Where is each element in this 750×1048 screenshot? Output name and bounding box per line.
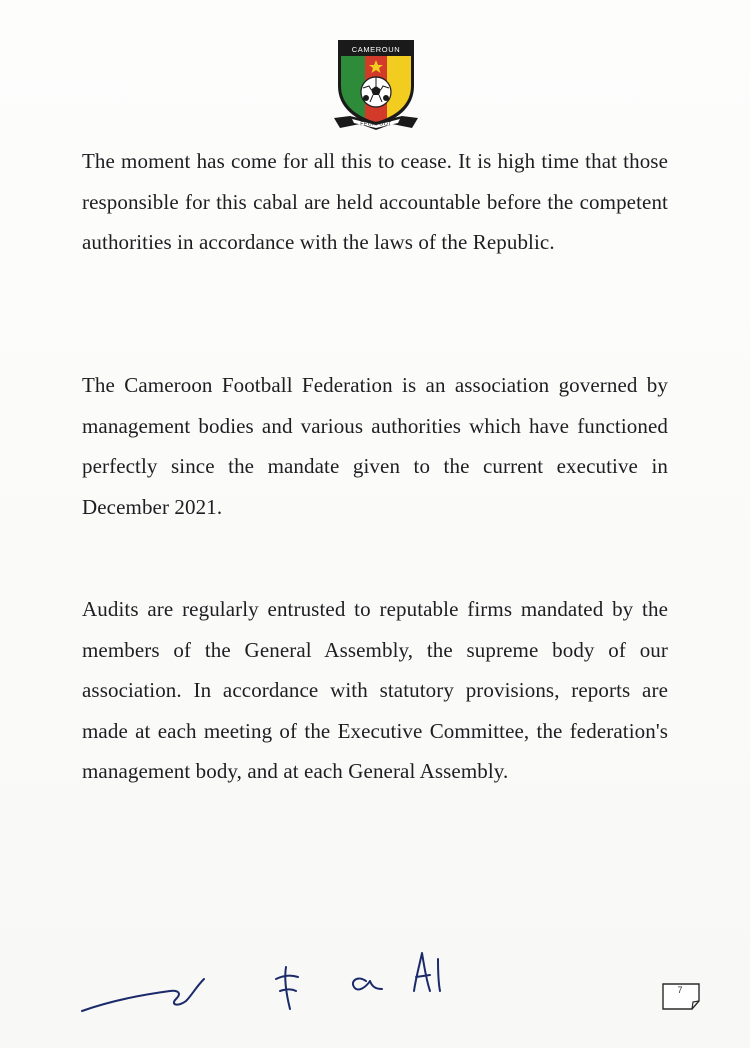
paragraph-accountability: The moment has come for all this to cease. It is high time that those responsible for this cabal are held accountable before the competent authorities in accordance with the laws of the Republic. [82,149,668,254]
paragraph-federation-governance: The Cameroon Football Federation is an association governed by management bodies and various authorities which have functioned perfectly since the mandate given to the current executive in December 2021. [82,373,668,519]
signature-1 [82,979,204,1011]
handwritten-initials [70,935,490,1025]
crest-top-text: CAMEROUN [351,45,401,54]
signature-4 [414,953,440,991]
signature-3 [353,979,382,990]
fecafoot-crest-logo [330,34,422,134]
crest-ribbon-text: FECAFOOT [360,121,392,128]
signature-2 [276,967,298,1009]
paragraph-audits: Audits are regularly entrusted to reputable firms mandated by the members of the General Assembly, the supreme body of our association. In accordance with statutory provisions, reports are made at each meeting of the Executive Committee, the federation's management body, and at each General Assembly. [82,597,668,783]
page-number: 7 [677,985,683,995]
